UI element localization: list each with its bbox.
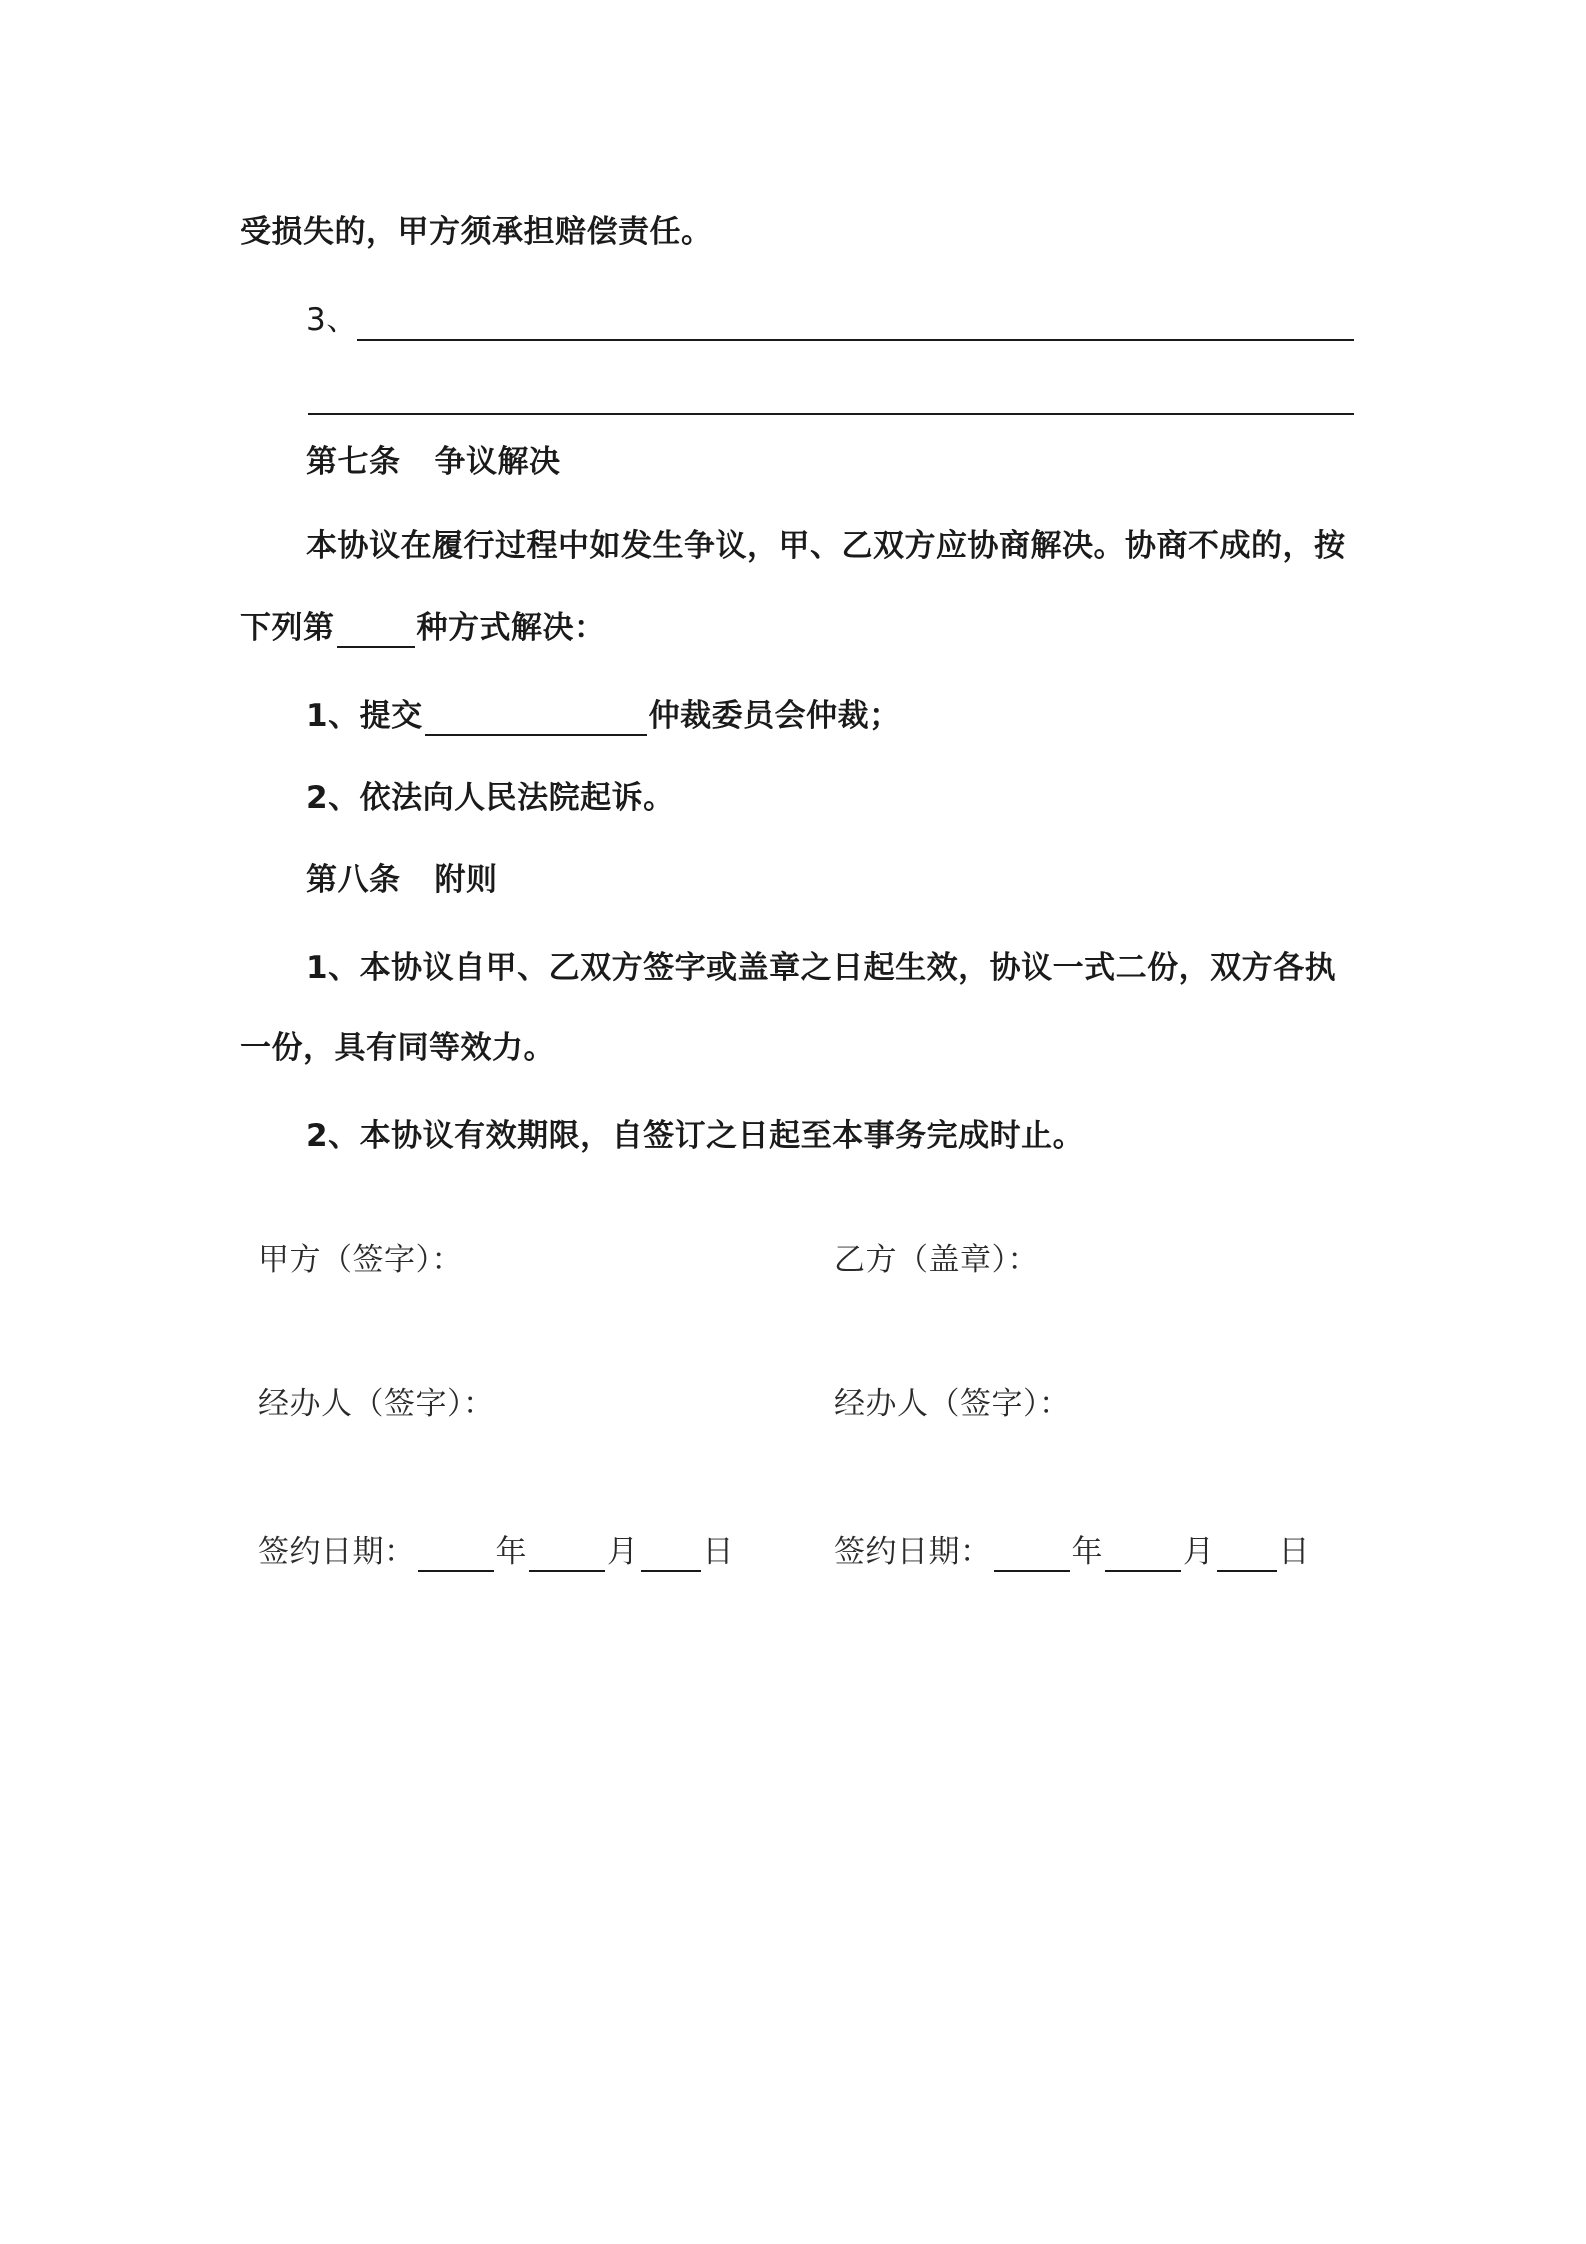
article-7-heading: 第七条 争议解决	[306, 444, 561, 480]
year-blank	[994, 1540, 1070, 1572]
handler-a-signature-label: 经办人（签字）：	[258, 1386, 495, 1422]
year-blank	[418, 1540, 494, 1572]
date-line-b: 签约日期： 年 月 日	[834, 1534, 1310, 1570]
paragraph-line: 一份，具有同等效力。	[240, 1030, 555, 1066]
method-number-blank	[337, 616, 415, 648]
option-1: 1、提交 仲裁委员会仲裁；	[306, 698, 901, 734]
month-blank	[1105, 1540, 1181, 1572]
party-b-seal-label: 乙方（盖章）：	[834, 1242, 1039, 1278]
paragraph-line: 下列第 种方式解决：	[240, 610, 606, 646]
day-blank	[1217, 1540, 1277, 1572]
paragraph-line: 本协议在履行过程中如发生争议，甲、乙双方应协商解决。协商不成的，按	[306, 528, 1346, 564]
month-blank	[529, 1540, 605, 1572]
paragraph-line: 2、本协议有效期限，自签订之日起至本事务完成时止。	[306, 1118, 1085, 1154]
date-line-a: 签约日期： 年 月 日	[258, 1534, 734, 1570]
paragraph-line: 1、本协议自甲、乙双方签字或盖章之日起生效，协议一式二份，双方各执	[306, 950, 1337, 986]
arbitration-committee-blank	[425, 704, 647, 736]
item-3-number: 3、	[306, 302, 358, 338]
party-a-signature-label: 甲方（签字）：	[258, 1242, 463, 1278]
day-blank	[641, 1540, 701, 1572]
fill-line	[357, 339, 1354, 341]
handler-b-signature-label: 经办人（签字）：	[834, 1386, 1071, 1422]
article-8-heading: 第八条 附则	[306, 862, 498, 898]
fill-line	[308, 413, 1354, 415]
text-line: 受损失的，甲方须承担赔偿责任。	[240, 214, 713, 250]
option-2: 2、依法向人民法院起诉。	[306, 780, 675, 816]
